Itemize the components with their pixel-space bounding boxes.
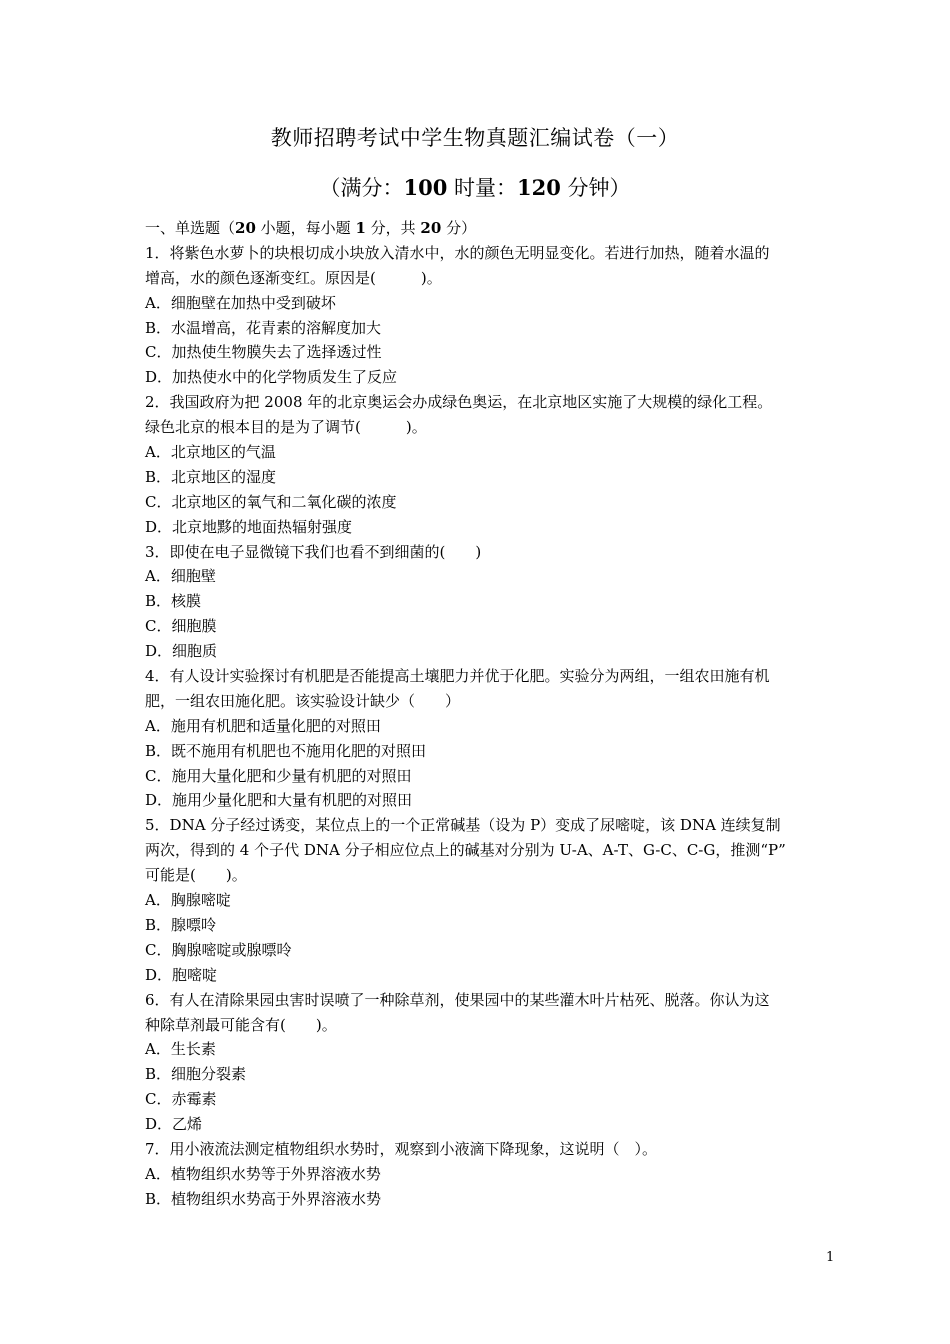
section-heading-part: 分） <box>441 219 477 237</box>
text-line: C．赤霉素 <box>145 1090 217 1109</box>
text-line: 6．有人在清除果园虫害时误喷了一种除草剂，使果园中的某些灌木叶片枯死、脱落。你认为这 <box>145 990 770 1009</box>
text-line: A．细胞壁 <box>145 567 216 586</box>
text-line: 2．我国政府为把 2008 年的北京奥运会办成绿色奥运，在北京地区实施了大规模的绿化工程。 <box>145 393 773 412</box>
text-line: 种除草剂最可能含有( )。 <box>145 1015 337 1034</box>
text-line: C．加热使生物膜失去了选择透过性 <box>145 343 382 362</box>
text-line: B．核膜 <box>145 592 202 611</box>
text-line: A．细胞壁在加热中受到破坏 <box>145 293 336 312</box>
text-line: 两次，得到的 4 个子代 DNA 分子相应位点上的碱基对分别为 U-A、A-T、G-C、C-G，推测“P” <box>145 841 786 860</box>
points-total: 20 <box>420 219 442 237</box>
section-heading-part: 分，共 <box>365 219 421 237</box>
exam-info <box>0 172 950 202</box>
time-limit: 120 <box>517 175 561 200</box>
text-line: A．胸腺嘧啶 <box>145 891 231 910</box>
exam-info-open: （满分： <box>319 176 404 200</box>
text-line: C．北京地区的氧气和二氧化碳的浓度 <box>145 492 397 511</box>
text-line: 1．将紫色水萝卜的块根切成小块放入清水中，水的颜色无明显变化。若进行加热，随着水温的 <box>145 243 770 262</box>
text-line: B．腺嘌呤 <box>145 915 217 934</box>
text-line: D．细胞质 <box>145 642 218 661</box>
full-score: 100 <box>403 175 448 200</box>
text-line: 可能是( )。 <box>145 866 247 885</box>
text-line: D．加热使水中的化学物质发生了反应 <box>145 368 398 387</box>
text-line: A．植物组织水势等于外界溶液水势 <box>145 1164 381 1183</box>
page-number: 1 <box>826 1250 835 1265</box>
text-line: 增高，水的颜色逐渐变红。原因是( )。 <box>145 268 442 287</box>
text-line: C．细胞膜 <box>145 617 217 636</box>
text-line: 4．有人设计实验探讨有机肥是否能提高土壤肥力并优于化肥。实验分为两组，一组农田施有机 <box>145 667 770 686</box>
text-line: B．植物组织水势高于外界溶液水势 <box>145 1189 382 1208</box>
section-heading-part: 小题，每小题 <box>255 219 356 237</box>
text-line: 绿色北京的根本目的是为了调节( )。 <box>145 418 427 437</box>
text-line: B．北京地区的湿度 <box>145 467 277 486</box>
text-line: 7．用小液流法测定植物组织水势时，观察到小液滴下降现象，这说明（ ）。 <box>145 1139 658 1158</box>
text-line: A．施用有机肥和适量化肥的对照田 <box>145 716 381 735</box>
text-line: 肥，一组农田施化肥。该实验设计缺少（ ） <box>145 691 461 710</box>
section-heading-part: 一、单选题（ <box>145 219 236 237</box>
text-line: D．胞嘧啶 <box>145 965 218 984</box>
section-heading <box>145 216 835 241</box>
text-line: C．施用大量化肥和少量有机肥的对照田 <box>145 766 412 785</box>
text-line: A．北京地区的气温 <box>145 443 276 462</box>
text-line: B．既不施用有机肥也不施用化肥的对照田 <box>145 741 427 760</box>
question-content <box>145 216 835 1212</box>
text-line: D．北京地黟的地面热辐射强度 <box>145 517 353 536</box>
text-line: B．细胞分裂素 <box>145 1065 247 1084</box>
text-line: D．乙烯 <box>145 1115 203 1134</box>
question-count: 20 <box>235 219 256 237</box>
text-line: B．水温增高，花青素的溶解度加大 <box>145 318 382 337</box>
exam-info-close: 分钟） <box>560 176 631 200</box>
text-line: 5．DNA 分子经过诱变，某位点上的一个正常碱基（设为 P）变成了尿嘧啶，该 DNA 连续复制 <box>145 816 781 835</box>
exam-info-mid: 时量： <box>447 176 517 200</box>
points-each: 1 <box>355 219 366 237</box>
text-line: 3．即使在电子显微镜下我们也看不到细菌的( ) <box>145 542 482 561</box>
text-line: C．胸腺嘧啶或腺嘌呤 <box>145 940 292 959</box>
text-line: D．施用少量化肥和大量有机肥的对照田 <box>145 791 413 810</box>
text-line: A．生长素 <box>145 1040 216 1059</box>
page-title: 教师招聘考试中学生物真题汇编试卷（一） <box>270 126 680 150</box>
question-lines <box>145 241 835 1212</box>
